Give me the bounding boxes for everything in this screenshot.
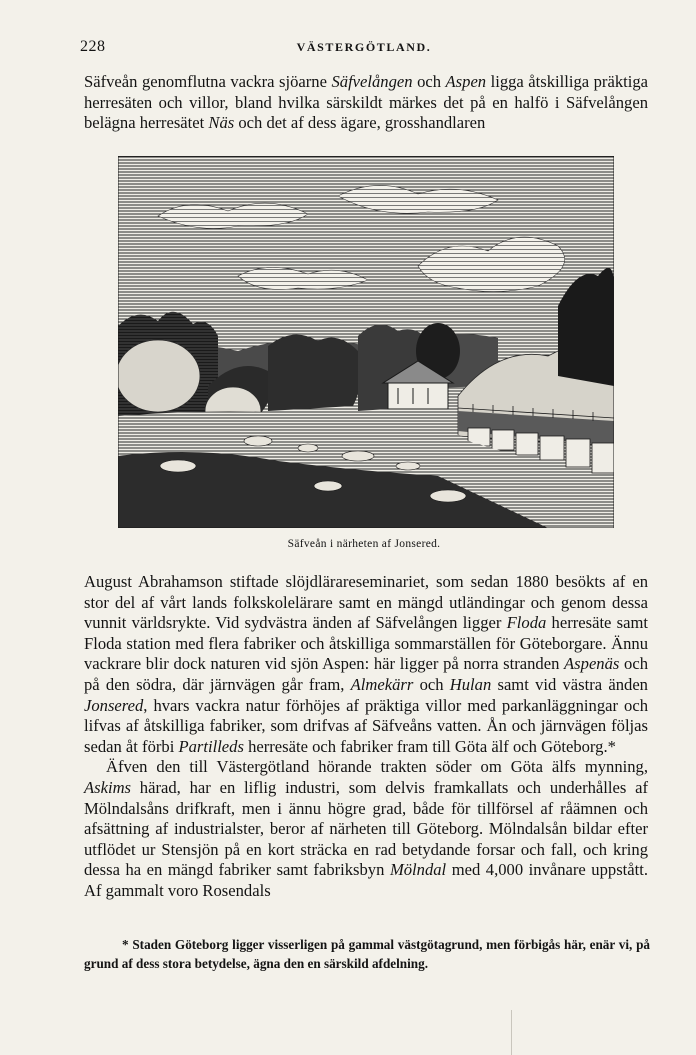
footnote-text: * Staden Göteborg ligger visserligen på gammal västgötagrund, men förbigås här, enär vi, på grund af dess stora betydelse, ägna den en särskild afdelning. [84, 937, 650, 971]
place-name: Floda [506, 613, 547, 633]
river-landscape-engraving [118, 156, 614, 528]
intro-text [84, 72, 648, 134]
text-run: och [413, 674, 450, 694]
text-run: ligga åtskilliga präktiga herresäten och villor, bland hvilka särskildt märkes det på en halfö i Säfvelången belägna herresätet [84, 72, 648, 133]
text-run: och på den södra, där järnvägen går fram, [84, 654, 648, 694]
footnote [84, 935, 650, 973]
page-fold-line [511, 1010, 512, 1055]
text-run: Säfveån genomflutna vackra sjöarne [84, 72, 332, 91]
page-header [80, 38, 648, 60]
place-name: Almekärr [350, 674, 414, 694]
place-name: Aspen [445, 72, 487, 91]
paragraph [84, 757, 648, 901]
text-run: Äfven den till Västergötland hörande trakten söder om Göta älfs mynning, [106, 757, 648, 777]
page-number: 228 [80, 38, 106, 55]
text-run: herresäte samt Floda station med flera fabriker och åtskilliga sommarställen för Göteborgare. Ännu vackrare blir dock naturen vid sjön Aspen: här ligger på norra stranden [84, 613, 649, 674]
place-name: Näs [208, 113, 235, 133]
text-run: August Abrahamson stiftade slöjdlärareseminariet, som sedan 1880 besökts af en stor del af vårt lands folkskolelärare samt en mängd utländingar och genom dessa vunnit världsrykte. Vid sydvästra änden af Säfvelången ligger [84, 572, 648, 633]
text-run: med 4,000 invånare uppstått. Af gammalt voro Rosendals [84, 860, 648, 900]
place-name: Mölndal [389, 860, 447, 880]
intro-paragraph [84, 72, 648, 134]
text-run: herresäte och fabriker fram till Göta älf och Göteborg.* [243, 736, 616, 756]
text-run: och [412, 72, 446, 91]
place-name: Säfvelången [331, 72, 413, 91]
text-run: härad, har en liflig industri, som delvis framkallats och underhålles af Mölndalsåns drifkraft, men i ännu högre grad, både för tillförsel af råämnen och afsättning af industrialster, beror af närheten till Göteborg. Mölndalsån bildar efter utflödet ur Stensjön på en kort sträcka en rad betydande forsar och fall, och kring dessa ha en mängd fabriker samt fabriksbyn [84, 777, 648, 880]
body-text [84, 572, 648, 902]
place-name: Partilleds [178, 736, 244, 756]
paragraph [84, 572, 648, 757]
engraving-illustration [118, 156, 614, 528]
place-name: Askims [84, 777, 132, 797]
place-name: Jonsered [84, 695, 144, 715]
text-run: och det af dess ägare, grosshandlaren [234, 113, 486, 133]
text-run: samt vid västra änden [491, 674, 648, 694]
place-name: Aspenäs [564, 654, 620, 674]
text-run: , hvars vackra natur förhöjes af präktiga villor med parkanläggningar och lifvas af åtskilliga fabriker, som drifvas af Säfveåns vatten. Ån och järnvägen följas sedan åt förbi [84, 695, 648, 756]
place-name: Hulan [449, 674, 492, 694]
figure-caption: Säfveån i närheten af Jonsered. [287, 538, 441, 550]
running-title: VÄSTERGÖTLAND. [296, 40, 432, 54]
